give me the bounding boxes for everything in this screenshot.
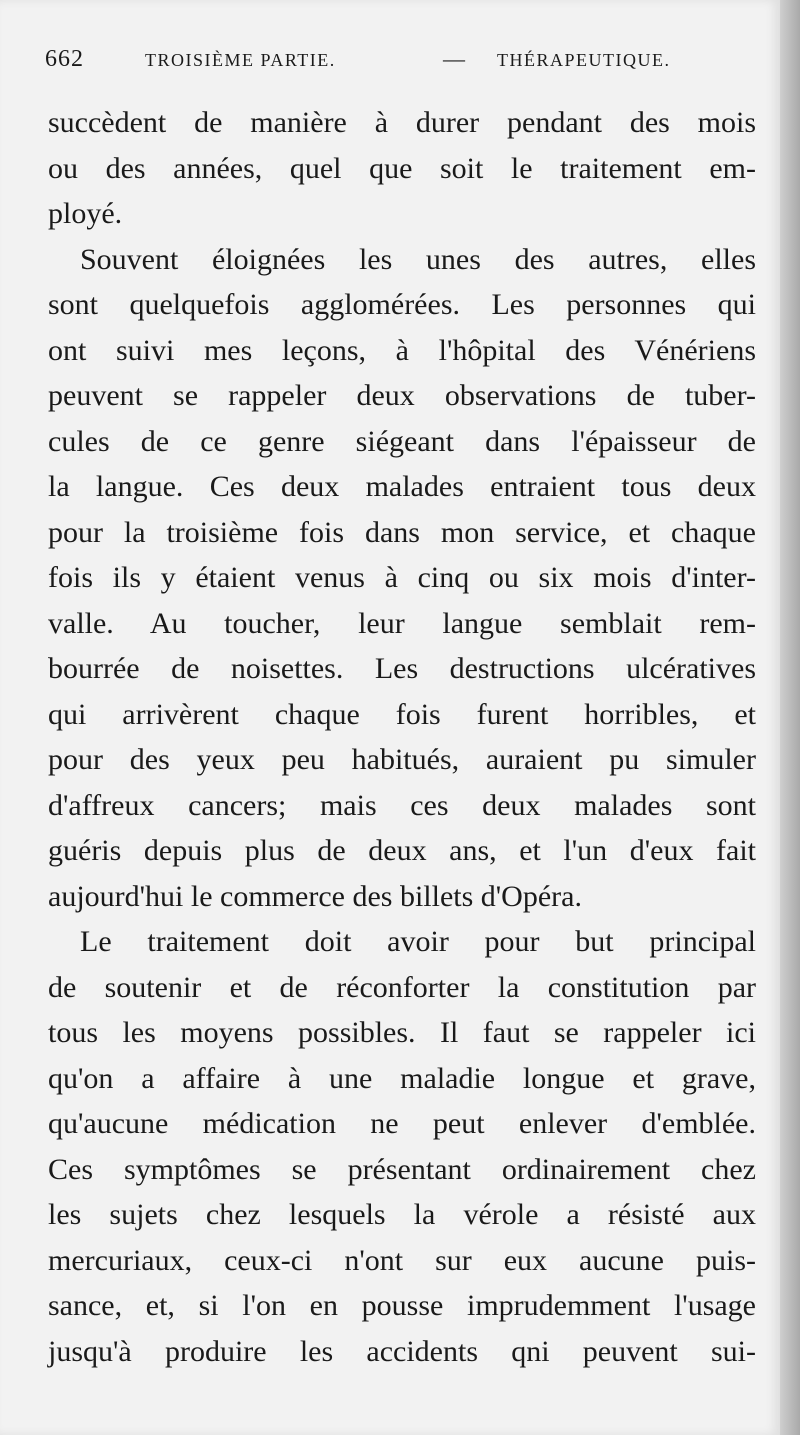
text-line: sont quelquefois agglomérées. Les personnes qui (48, 288, 756, 321)
section-title: THÉRAPEUTIQUE. (497, 50, 671, 70)
running-header (45, 42, 671, 78)
text-line: cules de ce genre siégeant dans l'épaisseur de (48, 424, 756, 458)
text-line: ont suivi mes leçons, à l'hôpital des Vénériens (48, 333, 756, 367)
text-line: Le traitement doit avoir pour but principal (80, 925, 756, 958)
text-line: Ces symptômes se présentant ordinairement chez (48, 1152, 756, 1186)
text-line: pour des yeux peu habitués, auraient pu simuler (48, 743, 756, 776)
text-line: mercuriaux, ceux-ci n'ont sur eux aucune puis- (48, 1243, 756, 1277)
text-line: qui arrivèrent chaque fois furent horribles, et (48, 697, 756, 731)
text-line: pour la troisième fois dans mon service, et chaque (48, 515, 756, 549)
page-number: 662 (45, 46, 84, 72)
part-title: TROISIÈME PARTIE. (145, 50, 336, 70)
text-line: aujourd'hui le commerce des billets d'Opéra. (48, 879, 582, 913)
text-line: sance, et, si l'on en pousse imprudemment l'usage (48, 1289, 756, 1322)
text-line: ployé. (48, 197, 123, 230)
header-dash: — (443, 46, 466, 71)
text-line: jusqu'à produire les accidents qni peuvent sui- (48, 1334, 756, 1368)
text-line: fois ils y étaient venus à cinq ou six mois d'inter- (48, 561, 756, 594)
page-edge (780, 0, 800, 1435)
text-line: les sujets chez lesquels la vérole a résisté aux (48, 1198, 756, 1231)
text-line: d'affreux cancers; mais ces deux malades sont (48, 788, 756, 822)
text-line: valle. Au toucher, leur langue semblait rem- (48, 606, 756, 640)
text-line: succèdent de manière à durer pendant des mois (48, 106, 756, 139)
body-text (48, 100, 756, 1374)
text-line: guéris depuis plus de deux ans, et l'un d'eux fait (48, 834, 756, 867)
text-line: la langue. Ces deux malades entraient tous deux (48, 470, 756, 503)
text-line: qu'on a affaire à une maladie longue et grave, (48, 1061, 756, 1095)
text-line: de soutenir et de réconforter la constitution par (48, 970, 756, 1004)
text-line: ou des années, quel que soit le traitement em- (48, 151, 756, 185)
text-line: bourrée de noisettes. Les destructions ulcératives (48, 652, 756, 685)
text-line: peuvent se rappeler deux observations de tuber- (48, 379, 756, 412)
text-line: Souvent éloignées les unes des autres, elles (80, 242, 756, 276)
text-line: tous les moyens possibles. Il faut se rappeler ici (48, 1016, 756, 1049)
text-line: qu'aucune médication ne peut enlever d'emblée. (48, 1107, 756, 1140)
